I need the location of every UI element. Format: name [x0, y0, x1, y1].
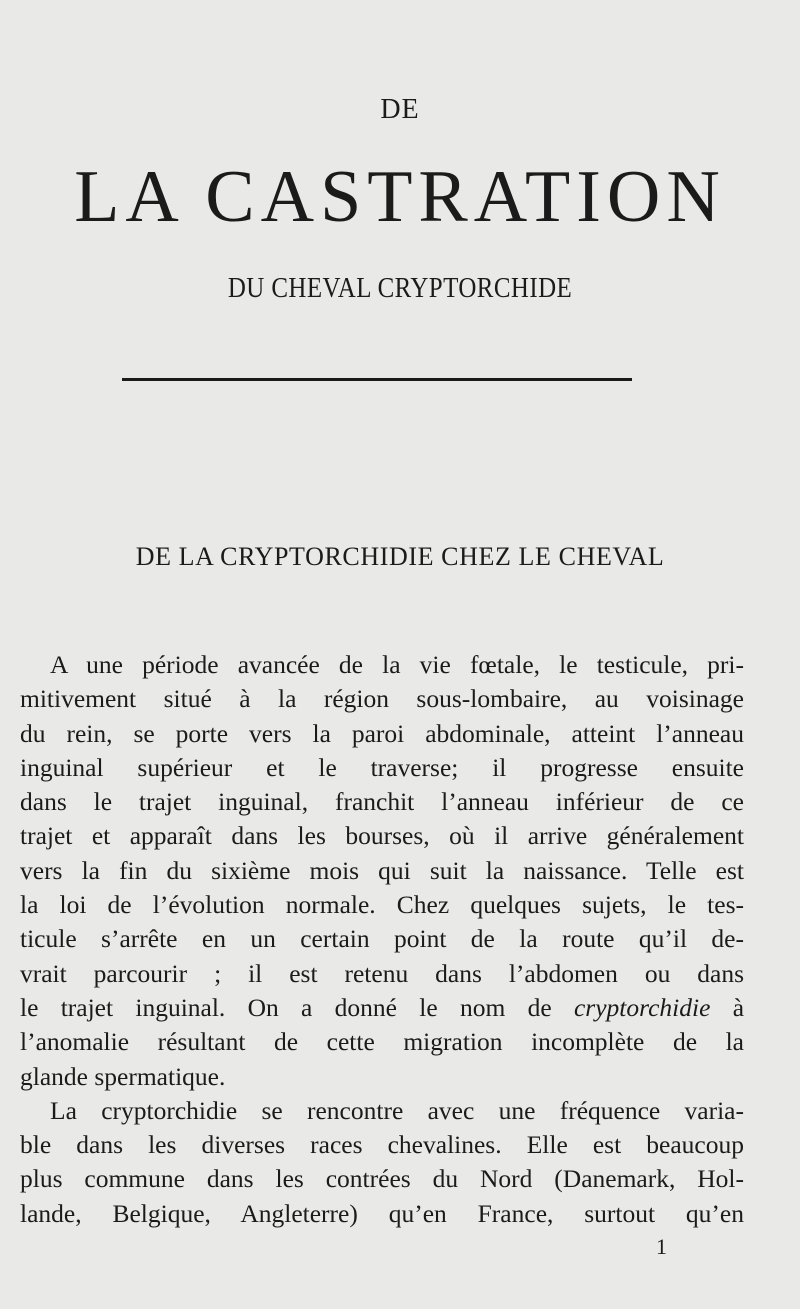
- text-line: glande spermatique.: [20, 1061, 226, 1091]
- text-line: du rein, se porte vers la paroi abdominale, atteint l’anneau: [20, 718, 744, 748]
- text-fragment: à: [732, 992, 745, 1022]
- page-subtitle: DU CHEVAL CRYPTORCHIDE: [227, 272, 573, 304]
- text-line: inguinal supérieur et le traverse; il progresse ensuite: [20, 752, 744, 782]
- text-line: trajet et apparaît dans les bourses, où il arrive généralement: [20, 821, 744, 851]
- text-line: lande, Belgique, Angleterre) qu’en France, surtout qu’en: [20, 1198, 744, 1228]
- paragraph-2: [20, 1094, 744, 1231]
- text-line: dans le trajet inguinal, franchit l’anneau inférieur de ce: [20, 787, 744, 817]
- title-kicker: DE: [380, 94, 420, 125]
- text-line: la loi de l’évolution normale. Chez quelques sujets, le tes-: [20, 890, 744, 920]
- chapter-heading: DE LA CRYPTORCHIDIE CHEZ LE CHEVAL: [135, 542, 665, 571]
- text-line: ble dans les diverses races chevalines. Elle est beaucoup: [20, 1130, 744, 1160]
- text-line: mitivement situé à la région sous-lombaire, au voisinage: [20, 684, 744, 714]
- page-number: 1: [656, 1234, 667, 1259]
- title-rule: [122, 378, 632, 381]
- page-title: LA CASTRATION: [74, 156, 726, 238]
- text-line: l’anomalie résultant de cette migration incomplète de la: [20, 1027, 744, 1057]
- text-fragment: le trajet inguinal. On a donné le nom de: [20, 992, 552, 1022]
- paragraph-1: [20, 648, 744, 1094]
- text-line: plus commune dans les contrées du Nord (Danemark, Hol-: [20, 1164, 744, 1194]
- text-line: La cryptorchidie se rencontre avec une fréquence varia-: [50, 1095, 744, 1125]
- body-text: [20, 648, 744, 1231]
- text-line: A une période avancée de la vie fœtale, le testicule, pri-: [50, 650, 744, 679]
- text-line: ticule s’arrête en un certain point de la route qu’il de-: [20, 924, 744, 954]
- text-line: [20, 991, 744, 1025]
- italic-term: cryptorchidie: [573, 992, 711, 1022]
- text-line: vrait parcourir ; il est retenu dans l’abdomen ou dans: [20, 958, 744, 988]
- text-line: vers la fin du sixième mois qui suit la naissance. Telle est: [20, 855, 744, 885]
